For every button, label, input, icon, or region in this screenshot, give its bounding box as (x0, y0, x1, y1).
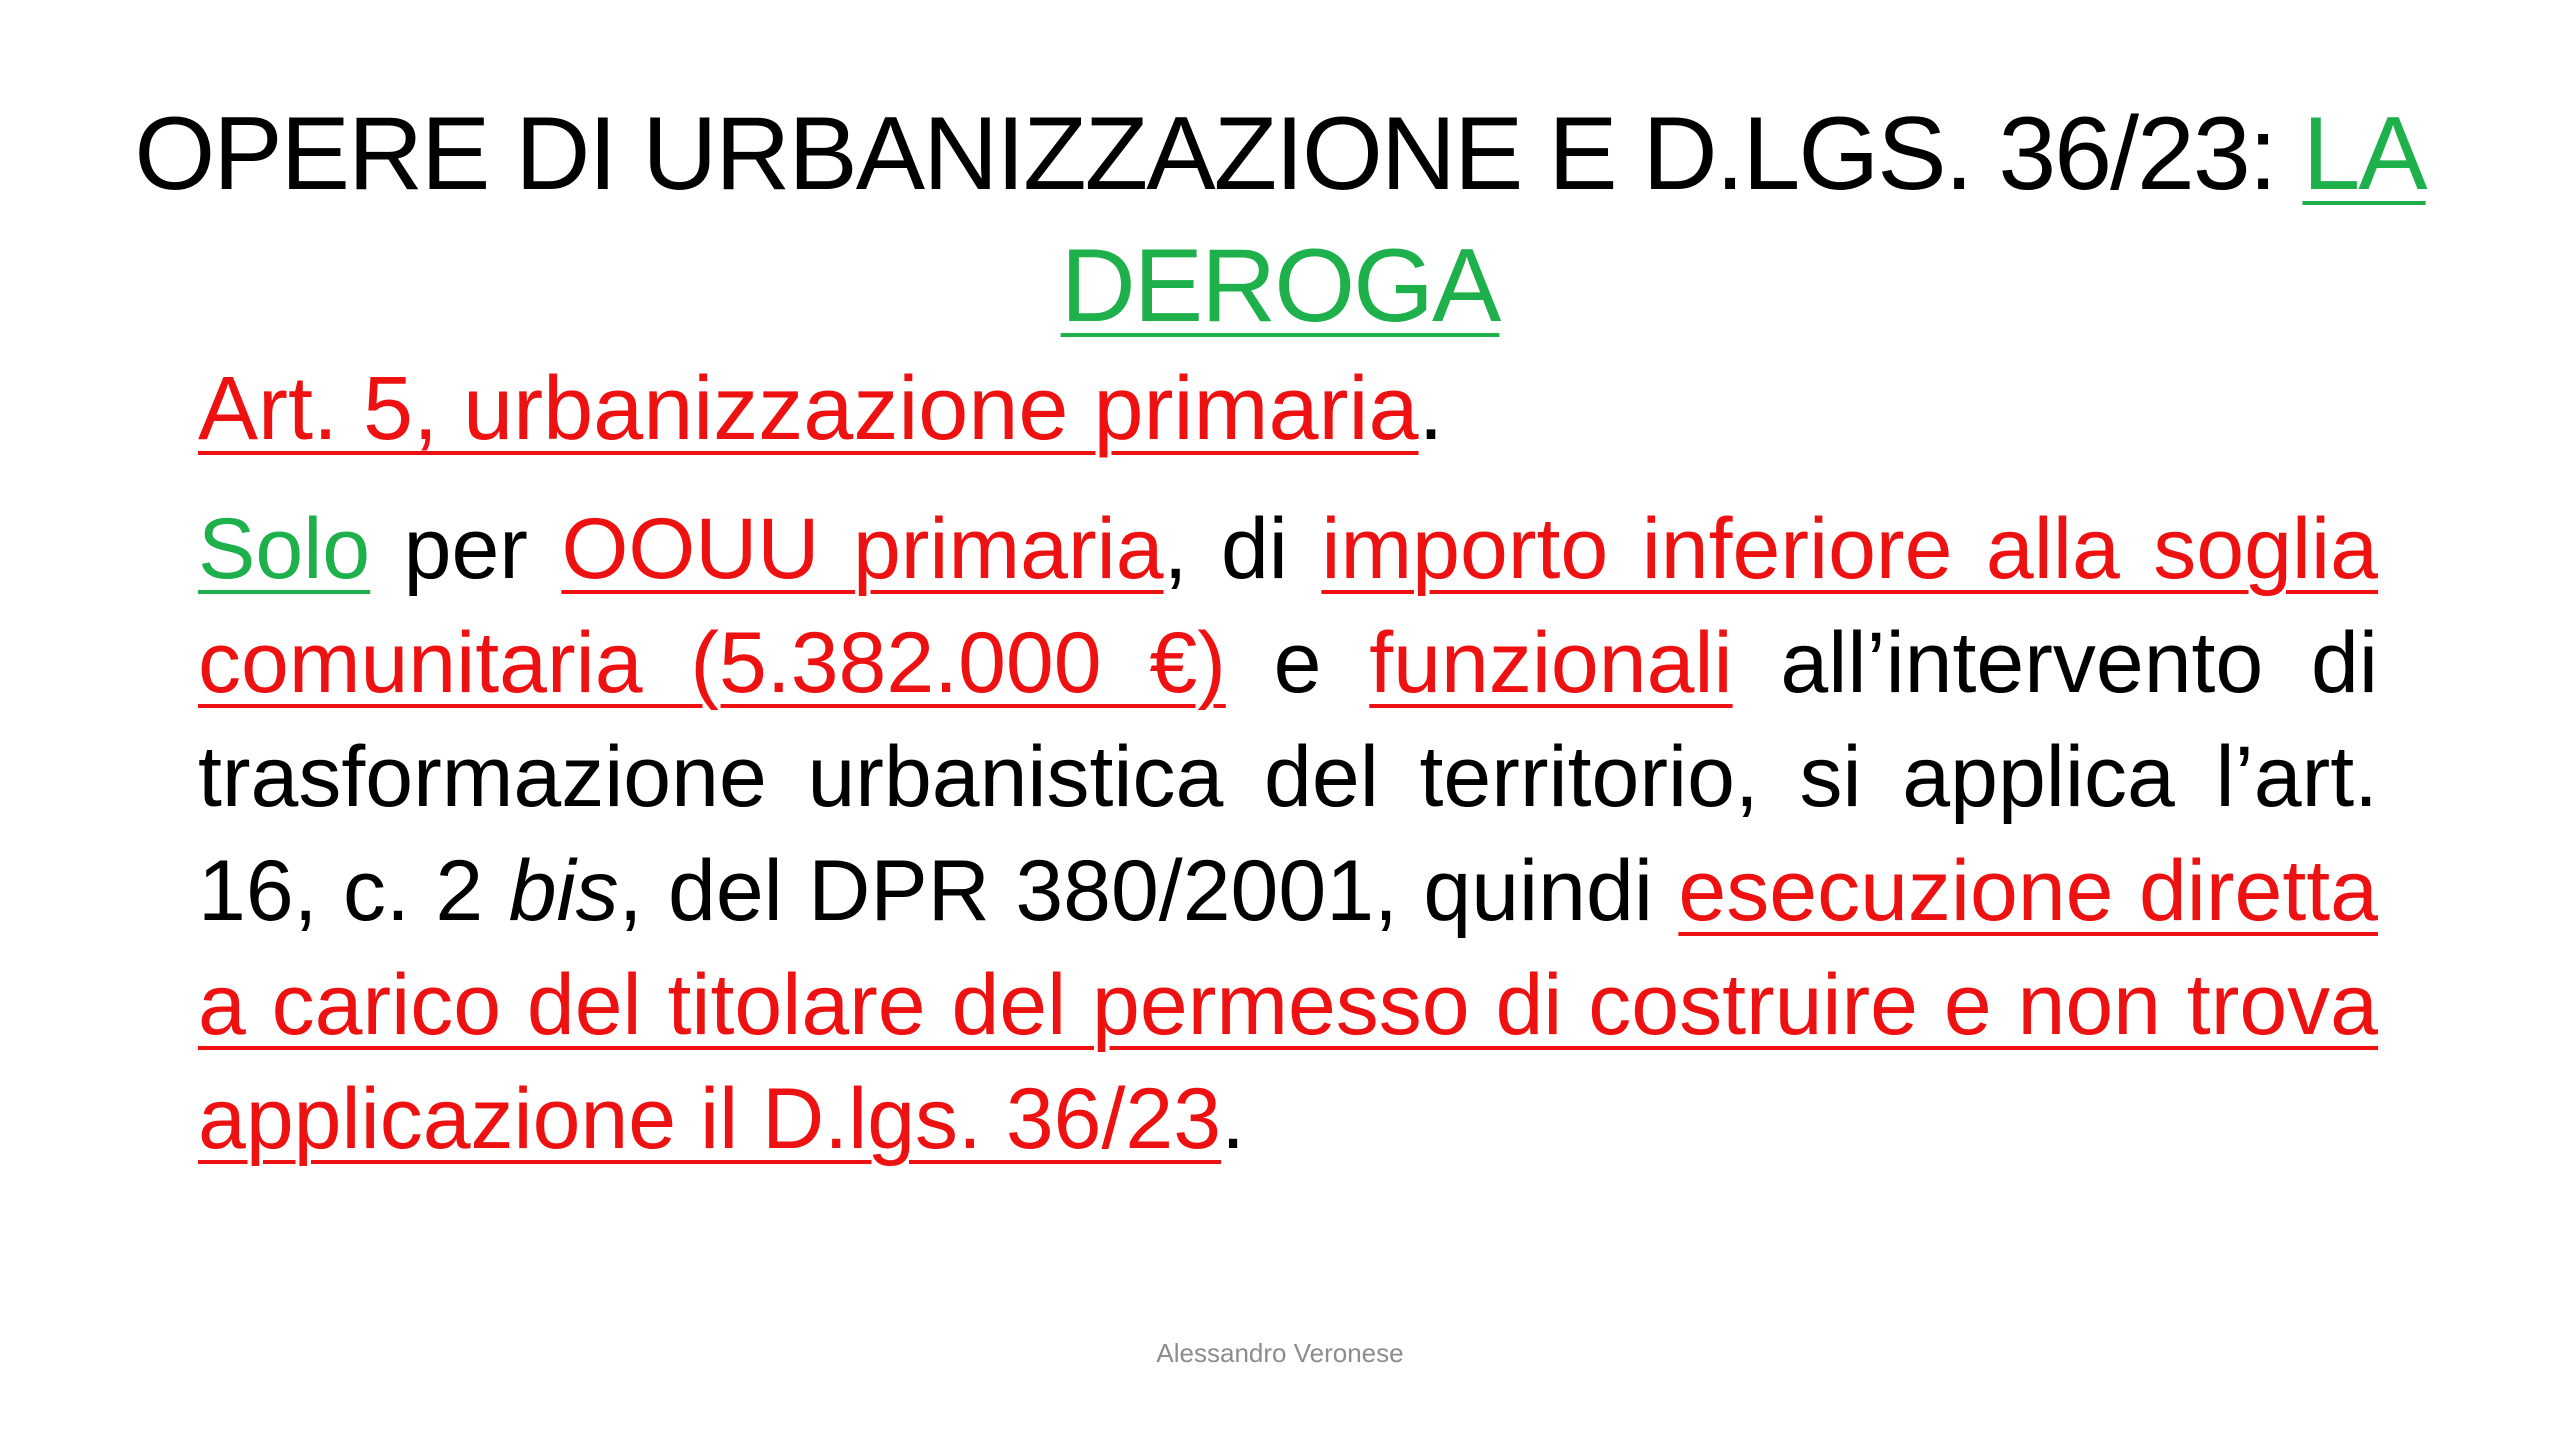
body-text-1: per (370, 501, 562, 597)
article-heading-text: Art. 5, urbanizzazione primaria (198, 359, 1419, 459)
slide-title (120, 88, 2440, 352)
body-importo-soglia: importo inferiore alla soglia comunitaria (5.382.000 €) (198, 501, 2378, 711)
body-final-period: . (1221, 1071, 1245, 1167)
body-text-2: , di (1163, 501, 1322, 597)
body-text-4: all’intervento di trasformazione urbanistica del territorio, si applica l’art. 16, c. 2 (198, 615, 2378, 939)
title-main-text: OPERE DI URBANIZZAZIONE E D.LGS. 36/23: (134, 96, 2303, 212)
body-text-5: , del DPR 380/2001, quindi (618, 843, 1679, 939)
body-text-3: e (1225, 615, 1370, 711)
body-funzionali: funzionali (1369, 615, 1733, 711)
body-solo: Solo (198, 501, 371, 597)
body-esecuzione-diretta: esecuzione diretta a carico del titolare del permesso di costruire e non trova applicazione il D.lgs. 36/23 (198, 843, 2378, 1167)
footer-author: Alessandro Veronese (1156, 1338, 1404, 1368)
title-highlight-text: LA DEROGA (1060, 96, 2426, 344)
body-paragraph (198, 492, 2378, 1176)
article-heading-period: . (1418, 359, 1444, 459)
body-oouu-primaria: OOUU primaria (561, 501, 1164, 597)
article-heading (198, 352, 2378, 466)
body-bis: bis (508, 843, 619, 939)
